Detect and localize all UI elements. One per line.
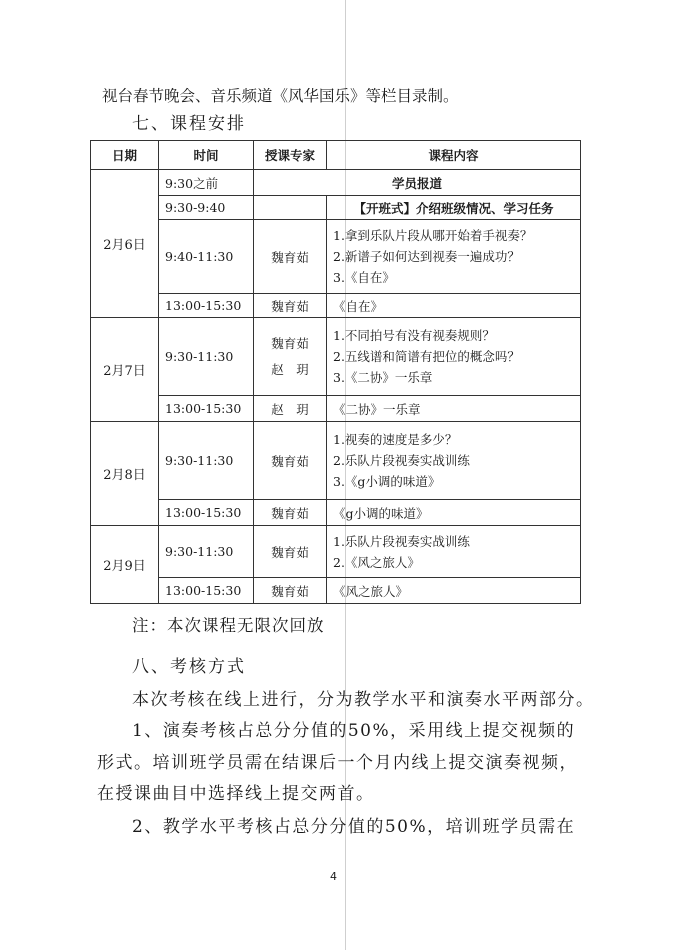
teacher-cell: 魏育茹 (254, 500, 327, 526)
time-cell: 9:30-11:30 (159, 422, 254, 500)
table-row (91, 220, 581, 294)
content-line: 2.新谱子如何达到视奏一遍成功？ (333, 249, 520, 264)
teacher-cell: 魏育茹 (254, 578, 327, 604)
date-cell: 2月6日 (91, 170, 159, 318)
table-row (91, 294, 581, 318)
time-cell: 13:00-15:30 (159, 578, 254, 604)
table-row (91, 170, 581, 196)
content-line: 1.视奏的速度是多少？ (333, 432, 458, 447)
teacher-cell: 魏育茹 (254, 220, 327, 294)
time-cell: 9:30之前 (159, 170, 254, 196)
content-cell: 【开班式】介绍班级情况、学习任务 (327, 196, 581, 220)
paragraph-1: 本次考核在线上进行，分为教学水平和演奏水平两部分。 (132, 690, 595, 710)
content-cell (327, 526, 581, 578)
table-row (91, 396, 581, 422)
time-cell: 9:30-11:30 (159, 526, 254, 578)
content-cell (327, 220, 581, 294)
content-line: 1.乐队片段视奏实战训练 (333, 533, 470, 549)
table-row (91, 500, 581, 526)
content-cell: 《g小调的味道》 (327, 500, 581, 526)
content-line: 3.《自在》 (333, 270, 395, 285)
content-line: 3.《二协》一乐章 (333, 370, 433, 385)
teacher-cell (254, 318, 327, 396)
table-row (91, 318, 581, 396)
content-line: 2.五线谱和简谱有把位的概念吗？ (333, 349, 520, 364)
date-cell: 2月9日 (91, 526, 159, 604)
content-cell (327, 318, 581, 396)
content-cell: 《风之旅人》 (327, 578, 581, 604)
header-teacher: 授课专家 (254, 141, 327, 170)
replay-note: 注：本次课程无限次回放 (132, 616, 325, 635)
teacher-cell: 魏育茹 (254, 422, 327, 500)
teacher-name: 魏育茹 (271, 335, 309, 351)
time-cell: 13:00-15:30 (159, 396, 254, 422)
header-content: 课程内容 (327, 141, 581, 170)
header-time: 时间 (159, 141, 254, 170)
table-header-row (91, 141, 581, 170)
date-cell: 2月8日 (91, 422, 159, 526)
content-cell (327, 422, 581, 500)
time-cell: 9:30-11:30 (159, 318, 254, 396)
time-cell: 9:40-11:30 (159, 220, 254, 294)
page-number: 4 (330, 870, 337, 883)
time-cell: 9:30-9:40 (159, 196, 254, 220)
section-7-title: 七、课程安排 (132, 114, 246, 134)
teacher-name: 赵 玥 (271, 361, 309, 377)
paragraph-3: 2、教学水平考核占总分分值的50%，培训班学员需在 (132, 817, 576, 837)
content-cell: 学员报道 (254, 170, 581, 196)
content-line: 2.《风之旅人》 (333, 554, 420, 570)
content-cell: 《二协》一乐章 (327, 396, 581, 422)
content-line: 2.乐队片段视奏实战训练 (333, 453, 470, 468)
table-row (91, 422, 581, 500)
content-line: 3.《g小调的味道》 (333, 474, 441, 489)
paragraph-2-line-1: 1、演奏考核占总分分值的50%，采用线上提交视频的 (132, 721, 576, 741)
date-cell: 2月7日 (91, 318, 159, 422)
header-date: 日期 (91, 141, 159, 170)
teacher-cell (254, 196, 327, 220)
table-row (91, 526, 581, 578)
table-row (91, 196, 581, 220)
section-8-title: 八、考核方式 (132, 657, 246, 677)
intro-line: 视台春节晚会、音乐频道《风华国乐》等栏目录制。 (102, 87, 459, 105)
time-cell: 13:00-15:30 (159, 500, 254, 526)
content-line: 1.拿到乐队片段从哪开始着手视奏？ (333, 228, 533, 243)
content-line: 1.不同拍号有没有视奏规则？ (333, 328, 495, 343)
content-cell: 《自在》 (327, 294, 581, 318)
teacher-cell: 赵 玥 (254, 396, 327, 422)
paragraph-2-line-3: 在授课曲目中选择线上提交两首。 (97, 784, 375, 804)
teacher-cell: 魏育茹 (254, 294, 327, 318)
schedule-table (90, 140, 581, 604)
teacher-cell: 魏育茹 (254, 526, 327, 578)
time-cell: 13:00-15:30 (159, 294, 254, 318)
paragraph-2-line-2: 形式。培训班学员需在结课后一个月内线上提交演奏视频， (97, 753, 578, 773)
table-row (91, 578, 581, 604)
